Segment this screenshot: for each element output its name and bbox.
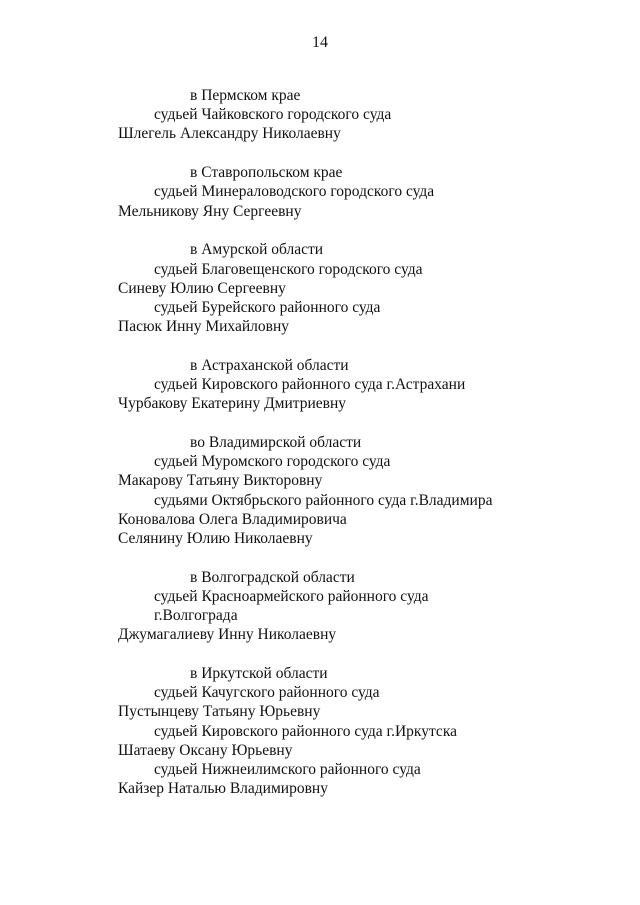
judge-name: Пасюк Инну Михайловну xyxy=(118,318,289,336)
region-heading: в Астраханской области xyxy=(190,356,349,374)
region-section xyxy=(118,664,618,798)
court-position: судьей Бурейского районного суда xyxy=(154,298,381,316)
judge-name: Селянину Юлию Николаевну xyxy=(118,529,313,547)
court-position: судьей Качугского районного суда xyxy=(154,684,380,702)
section-gap xyxy=(118,548,618,568)
section-gap xyxy=(118,413,618,433)
judge-name: Джумагалиеву Инну Николаевну xyxy=(118,626,337,644)
region-section xyxy=(118,568,618,645)
section-gap xyxy=(118,336,618,356)
region-section xyxy=(118,356,618,414)
court-position: судьей Красноармейского районного суда xyxy=(154,587,429,605)
judge-name: Кайзер Наталью Владимировну xyxy=(118,780,328,798)
region-heading: в Пермском крае xyxy=(190,87,301,104)
court-position: судьями Октябрьского районного суда г.Владимира xyxy=(154,491,493,509)
judge-name: Мельникову Яну Сергеевну xyxy=(118,202,302,220)
judge-name: Коновалова Олега Владимировича xyxy=(118,510,347,528)
judge-name: Пустынцеву Татьяну Юрьевну xyxy=(118,703,321,721)
section-gap xyxy=(118,144,618,164)
region-section xyxy=(118,86,618,144)
appointment-list xyxy=(118,86,618,798)
page-number: 14 xyxy=(312,34,328,51)
court-position: судьей Кировского районного суда г.Иркутска xyxy=(154,722,457,740)
judge-name: Шатаеву Оксану Юрьевну xyxy=(118,741,293,759)
court-position: г.Волгограда xyxy=(154,607,238,625)
court-position: судьей Благовещенского городского суда xyxy=(154,260,423,278)
court-position: судьей Минераловодского городского суда xyxy=(154,183,435,201)
region-heading: в Амурской области xyxy=(190,241,324,259)
court-position: судьей Кировского районного суда г.Астрахани xyxy=(154,376,466,394)
region-section xyxy=(118,240,618,336)
region-section xyxy=(118,163,618,221)
section-gap xyxy=(118,221,618,241)
region-heading: в Ставропольском крае xyxy=(190,164,343,182)
court-position: судьей Муромского городского суда xyxy=(154,453,391,471)
court-position: судьей Нижнеилимского районного суда xyxy=(154,761,421,778)
section-gap xyxy=(118,644,618,664)
region-heading: в Иркутской области xyxy=(190,665,328,683)
region-heading: в Волгоградской области xyxy=(190,568,355,586)
judge-name: Шлегель Александру Николаевну xyxy=(118,125,341,143)
judge-name: Чурбакову Екатерину Дмитриевну xyxy=(118,395,347,413)
judge-name: Синеву Юлию Сергеевну xyxy=(118,279,286,297)
judge-name: Макарову Татьяну Викторовну xyxy=(118,472,323,490)
court-position: судьей Чайковского городского суда xyxy=(154,106,392,124)
region-heading: во Владимирской области xyxy=(190,434,362,451)
region-section xyxy=(118,433,618,548)
